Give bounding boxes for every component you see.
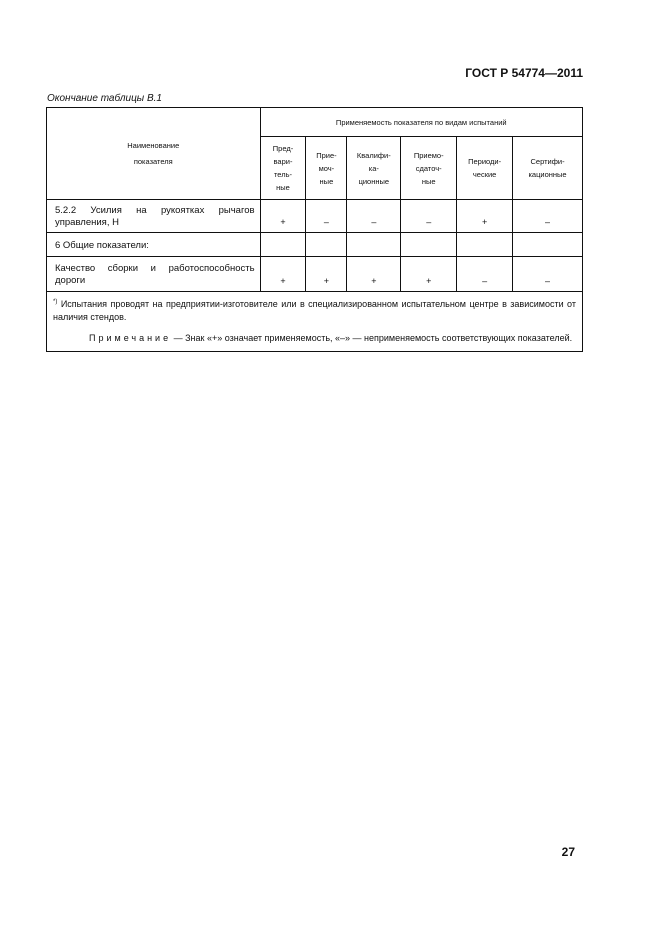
header-line: Квалифи- (356, 150, 391, 160)
table-caption: Окончание таблицы В.1 (47, 93, 162, 104)
header-line: вари- (273, 157, 293, 166)
table-cell: + (306, 257, 347, 292)
table-cell (260, 233, 306, 257)
table-cell: – (347, 200, 401, 233)
page-number: 27 (561, 845, 575, 859)
table-cell: + (401, 257, 457, 292)
table-cell: + (457, 200, 513, 233)
table-cell (457, 233, 513, 257)
table-cell: – (306, 200, 347, 233)
table-cell: + (260, 200, 306, 233)
table-cell (306, 233, 347, 257)
header-line: ные (421, 176, 436, 186)
column-header-preliminary (260, 137, 306, 200)
note-label: Примечание (89, 333, 172, 343)
table-cell (513, 233, 583, 257)
group-header: Применяемость показателя по видам испытаний (260, 108, 582, 137)
header-line: Приемо- (413, 150, 444, 160)
column-header-certification (513, 137, 583, 200)
note-text: — Знак «+» означает применяемость, «–» — неприменяемость соответствующих показателей. (173, 333, 573, 343)
column-header-periodic (457, 137, 513, 200)
column-header-name (47, 108, 261, 200)
header-line: сдаточ- (415, 163, 442, 173)
row-label: 6 Общие показатели: (47, 233, 261, 257)
header-line: ные (319, 176, 334, 186)
header-line: Прие- (316, 150, 337, 160)
header-line: ные (276, 183, 290, 192)
header-line: ционные (358, 176, 390, 186)
note (53, 332, 576, 345)
footnote-text: Испытания проводят на предприятии-изготовителе или в специализированном испытательном центре в зависимости от наличия стендов. (53, 299, 576, 322)
applicability-table (46, 107, 583, 352)
table-notes (47, 292, 583, 352)
footnote (53, 298, 576, 324)
row-label: 5.2.2 Усилия на рукоятках рычагов управления, Н (47, 200, 261, 233)
table-cell: + (260, 257, 306, 292)
header-line: тель- (273, 170, 293, 179)
header-line: ка- (368, 163, 379, 173)
header-line: Сертифи- (530, 157, 565, 166)
table-cell: – (401, 200, 457, 233)
header-line: ческие (472, 170, 497, 179)
header-line: Пред- (272, 144, 294, 153)
table-cell: + (347, 257, 401, 292)
table-row (47, 200, 583, 233)
table-cell: – (513, 257, 583, 292)
row-label: Качество сборки и работоспособность дороги (47, 257, 261, 292)
header-line: моч- (318, 163, 335, 173)
column-header-delivery (401, 137, 457, 200)
footnote-mark: *) (53, 299, 58, 305)
column-header-qualification (347, 137, 401, 200)
header-line: Периоди- (468, 157, 502, 166)
table-cell: – (513, 200, 583, 233)
column-header-name-line: Наименование (127, 140, 180, 150)
table-row (47, 233, 583, 257)
table-row (47, 257, 583, 292)
table-cell: – (457, 257, 513, 292)
column-header-name-line: показателя (133, 156, 173, 166)
table-cell (347, 233, 401, 257)
header-line: кационные (528, 170, 567, 179)
document-id: ГОСТ Р 54774—2011 (465, 66, 583, 80)
table-cell (401, 233, 457, 257)
column-header-acceptance (306, 137, 347, 200)
